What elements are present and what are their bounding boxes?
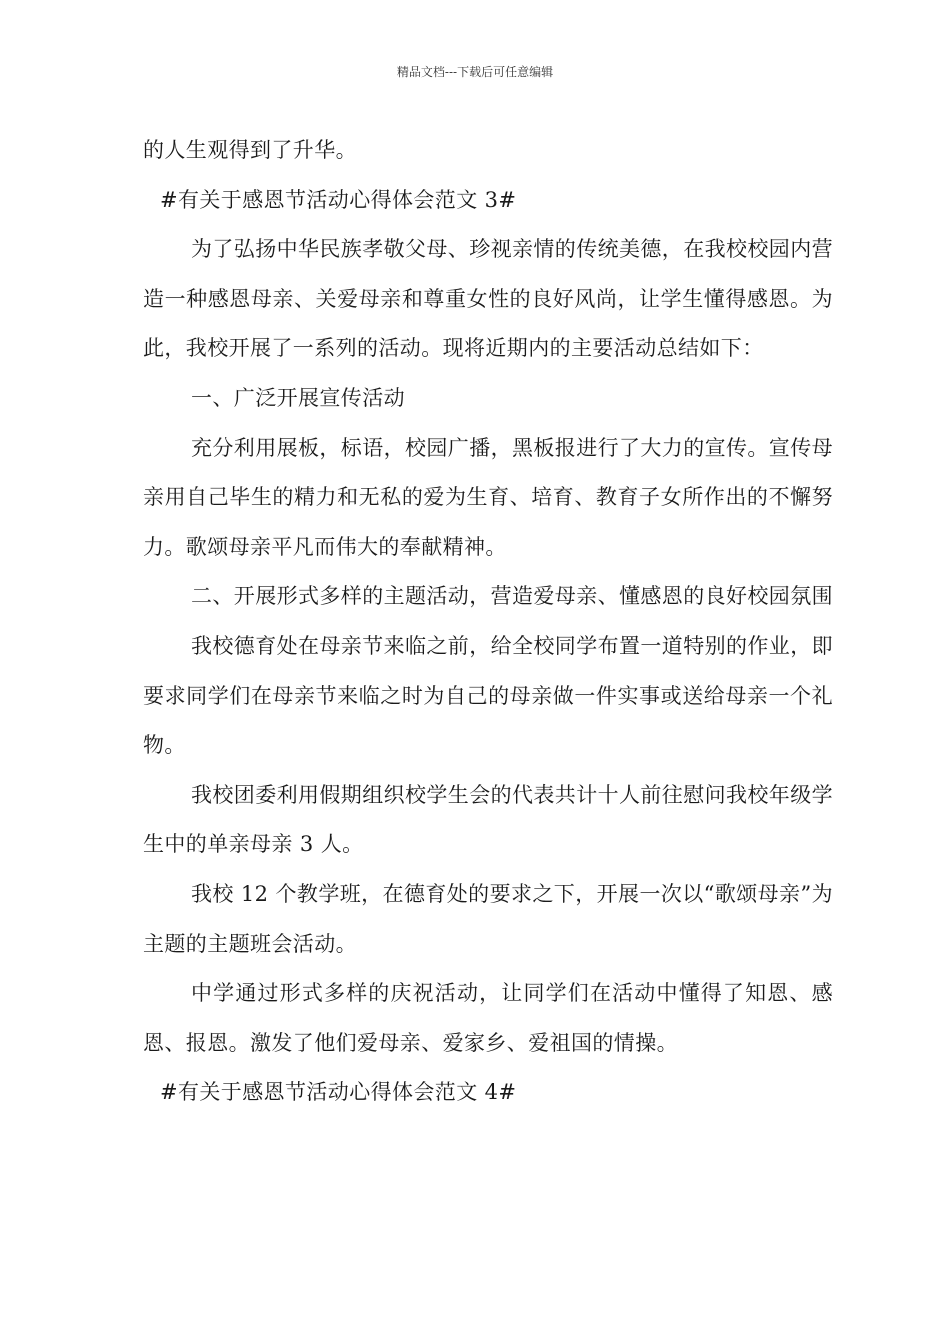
document-body bbox=[143, 126, 833, 1118]
paragraph-homework: 我校德育处在母亲节来临之前，给全校同学布置一道特别的作业，即要求同学们在母亲节来临之时为自己的母亲做一件实事或送给母亲一个礼物。 bbox=[143, 633, 833, 758]
section-heading-3: #有关于感恩节活动心得体会范文 3# bbox=[160, 187, 517, 212]
page-header: 精品文档---下载后可任意编辑 bbox=[396, 65, 554, 79]
paragraph-class-meeting: 我校 12 个教学班，在德育处的要求之下，开展一次以“歌颂母亲”为主题的主题班会活动。 bbox=[143, 881, 833, 956]
subheading-2: 二、开展形式多样的主题活动，营造爱母亲、懂感恩的良好校园氛围 bbox=[191, 584, 833, 609]
paragraph-visit: 我校团委利用假期组织校学生会的代表共计十人前往慰问我校年级学生中的单亲母亲 3 人。 bbox=[143, 782, 833, 857]
paragraph-publicity: 充分利用展板，标语，校园广播，黑板报进行了大力的宣传。宣传母亲用自己毕生的精力和无私的爱为生育、培育、教育子女所作出的不懈努力。歌颂母亲平凡而伟大的奉献精神。 bbox=[143, 435, 833, 559]
paragraph-continuation: 的人生观得到了升华。 bbox=[143, 138, 357, 162]
subheading-1: 一、广泛开展宣传活动 bbox=[191, 385, 405, 410]
section-heading-4: #有关于感恩节活动心得体会范文 4# bbox=[160, 1080, 517, 1105]
paragraph-conclusion: 中学通过形式多样的庆祝活动，让同学们在活动中懂得了知恩、感恩、报恩。激发了他们爱母亲、爱家乡、爱祖国的情操。 bbox=[143, 981, 833, 1055]
paragraph-intro: 为了弘扬中华民族孝敬父母、珍视亲情的传统美德，在我校校园内营造一种感恩母亲、关爱母亲和尊重女性的良好风尚，让学生懂得感恩。为此，我校开展了一系列的活动。现将近期内的主要活动总结如下： bbox=[143, 237, 833, 361]
